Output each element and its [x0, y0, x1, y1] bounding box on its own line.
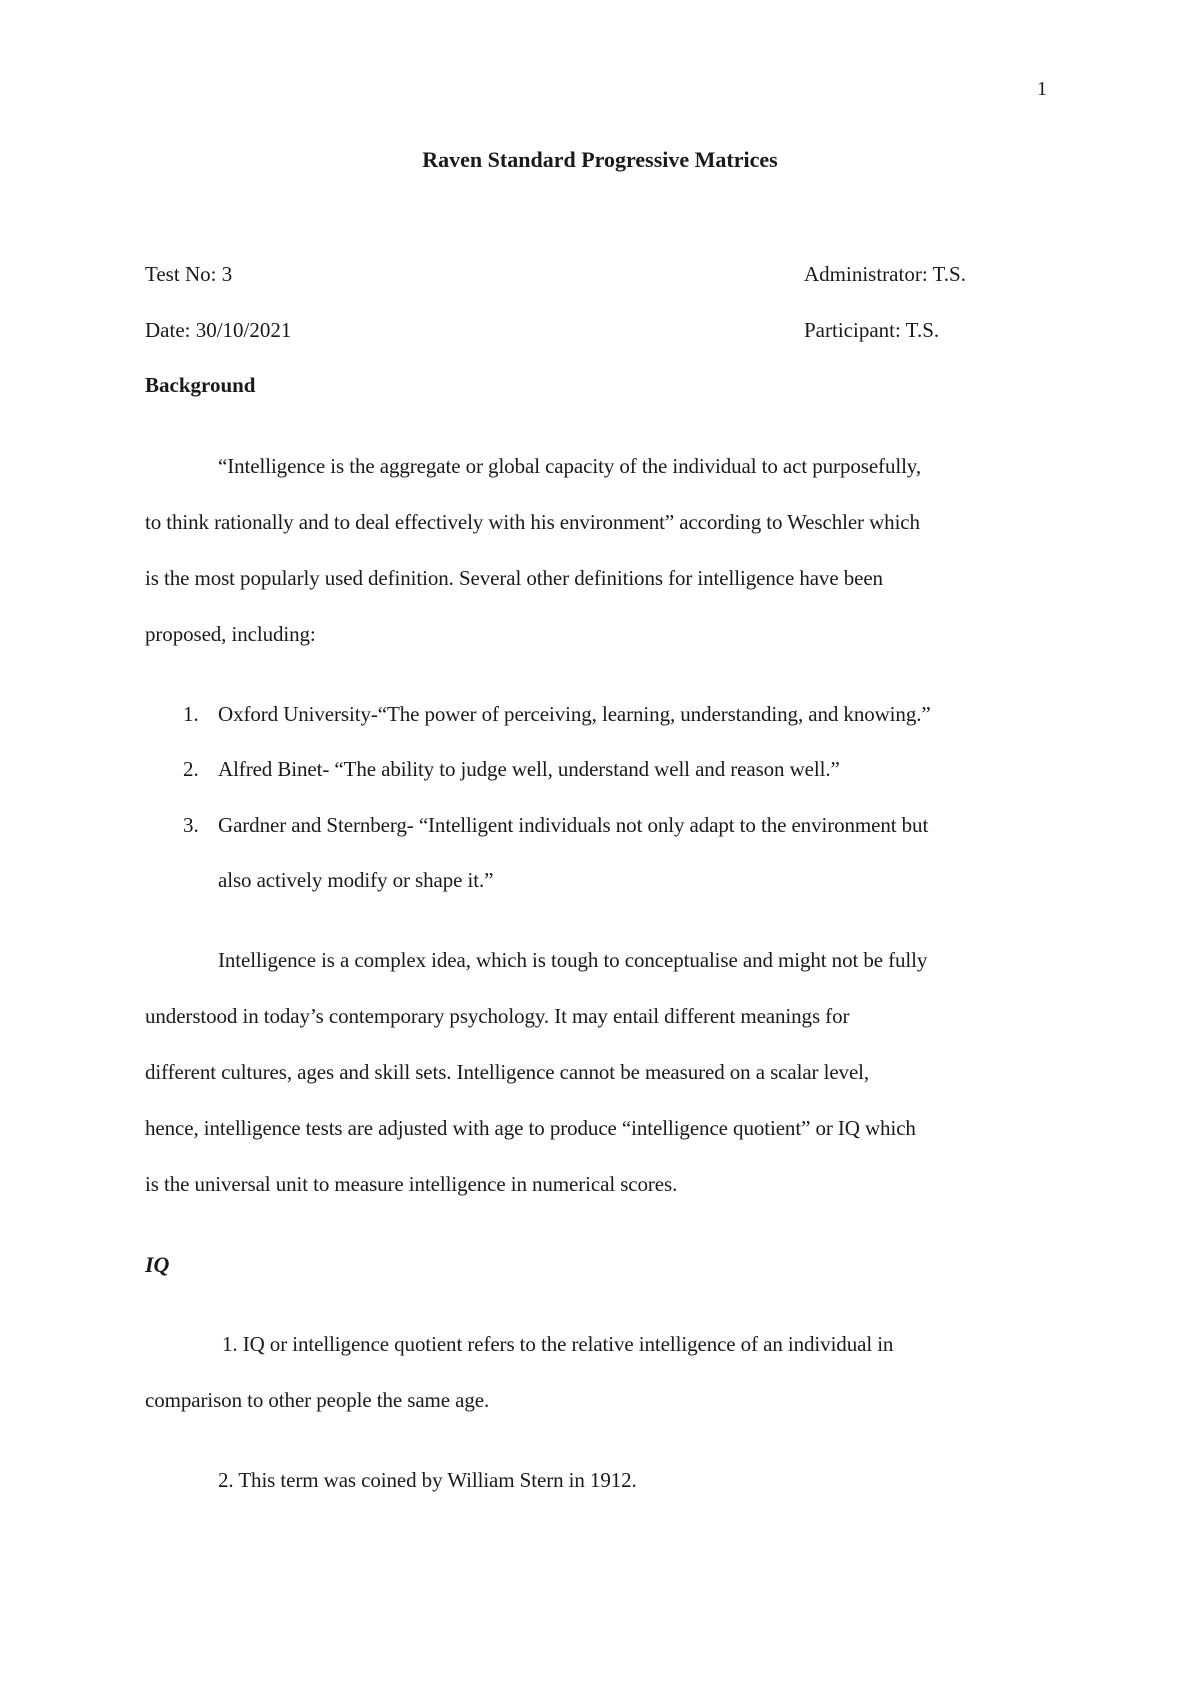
paragraph-line: different cultures, ages and skill sets. Intelligence cannot be measured on a scalar level, — [145, 1060, 870, 1084]
definition-item: Gardner and Sternberg- “Intelligent individuals not only adapt to the environment but — [218, 813, 929, 837]
iq-point-line: 2. This term was coined by William Stern in 1912. — [218, 1468, 637, 1492]
intro-line: “Intelligence is the aggregate or global capacity of the individual to act purposefully, — [218, 454, 921, 478]
iq-heading: IQ — [145, 1252, 170, 1277]
intro-line: is the most popularly used definition. Several other definitions for intelligence have been — [145, 566, 883, 590]
paragraph-line: is the universal unit to measure intelligence in numerical scores. — [145, 1172, 678, 1196]
iq-point-line: comparison to other people the same age. — [145, 1388, 490, 1412]
intro-line: to think rationally and to deal effectively with his environment” according to Weschler which — [145, 510, 920, 534]
paragraph-line: hence, intelligence tests are adjusted with age to produce “intelligence quotient” or IQ which — [145, 1116, 916, 1140]
iq-point-line: 1. IQ or intelligence quotient refers to the relative intelligence of an individual in — [222, 1332, 894, 1356]
definition-number: 2. — [183, 757, 199, 781]
definition-item: Oxford University-“The power of perceiving, learning, understanding, and knowing.” — [218, 702, 931, 726]
definition-item: Alfred Binet- “The ability to judge well, understand well and reason well.” — [218, 757, 840, 781]
test-date: Date: 30/10/2021 — [145, 318, 292, 342]
document-title: Raven Standard Progressive Matrices — [422, 147, 778, 172]
background-heading: Background — [145, 373, 256, 397]
definition-number: 3. — [183, 813, 199, 837]
definition-number: 1. — [183, 702, 199, 726]
administrator: Administrator: T.S. — [804, 262, 966, 286]
definition-item-continued: also actively modify or shape it.” — [218, 868, 494, 892]
paragraph-line: understood in today’s contemporary psychology. It may entail different meanings for — [145, 1004, 850, 1028]
intro-line: proposed, including: — [145, 622, 316, 646]
participant: Participant: T.S. — [804, 318, 940, 342]
paragraph-line: Intelligence is a complex idea, which is tough to conceptualise and might not be fully — [218, 948, 928, 972]
page-number: 1 — [1037, 78, 1047, 100]
test-number: Test No: 3 — [145, 262, 233, 286]
